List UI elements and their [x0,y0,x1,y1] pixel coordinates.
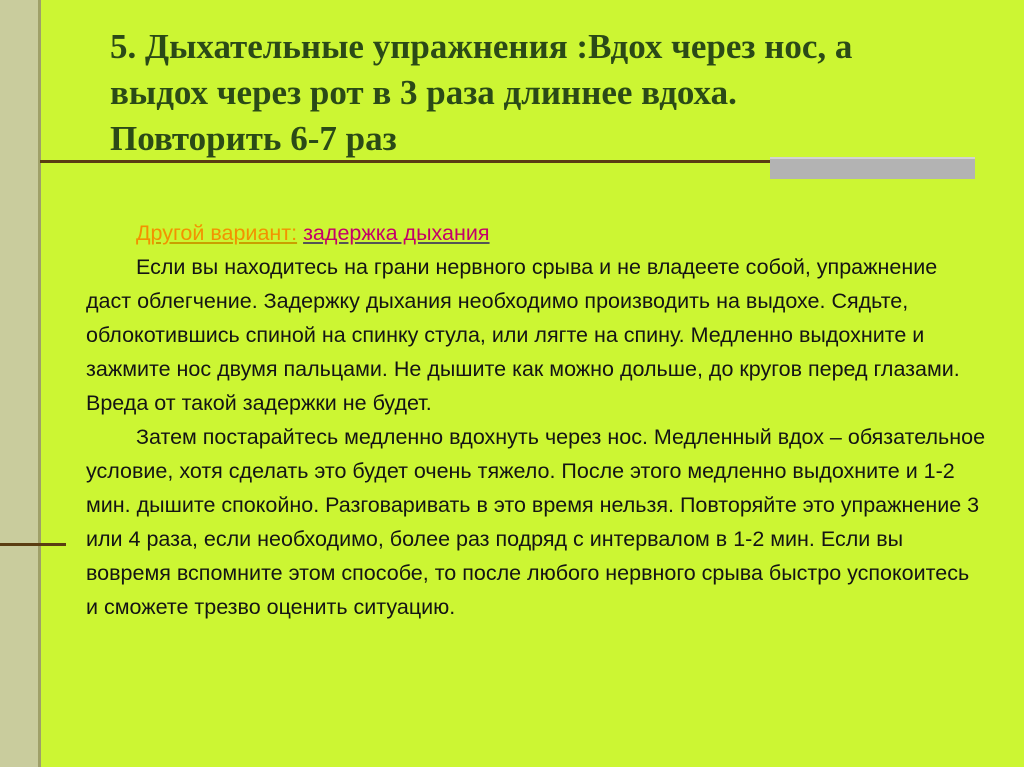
subheading [86,216,986,250]
left-panel-rule [0,543,66,546]
body-paragraph-2: Затем постарайтесь медленно вдохнуть через нос. Медленный вдох – обязательное условие, хотя сделать это будет очень тяжело. После этого медленно выдохните и 1-2 мин. дышите спокойно. Разговаривать в это время нельзя. Повторяйте это упражнение 3 или 4 раза, если необходимо, более раз подряд с интервалом в 1-2 мин. Если вы вовремя вспомните этом способе, то после любого нервного срыва быстро успокоитесь и сможете трезво оценить ситуацию. [86,425,986,619]
title-accent-bar [770,157,975,179]
subheading-lead: Другой вариант: [136,221,298,245]
title-line-3: Повторить 6-7 раз [110,119,397,158]
subheading-topic-link[interactable]: задержка дыхания [303,221,490,245]
slide-body [86,216,986,624]
title-line-2: выдох через рот в 3 раза длиннее вдоха. [110,73,737,112]
slide-title [110,24,990,162]
left-side-panel-border [38,0,41,767]
body-paragraph-1: Если вы находитесь на грани нервного срыва и не владеете собой, упражнение даст облегчение. Задержку дыхания необходимо производить на выдохе. Сядьте, облокотившись спиной на спинку стула, или лягте на спину. Медленно выдохните и зажмите нос двумя пальцами. Не дышите как можно дольше, до кругов перед глазами. Вреда от такой задержки не будет. [86,255,960,415]
title-line-1: 5. Дыхательные упражнения :Вдох через нос, а [110,27,853,66]
left-side-panel [0,0,40,767]
